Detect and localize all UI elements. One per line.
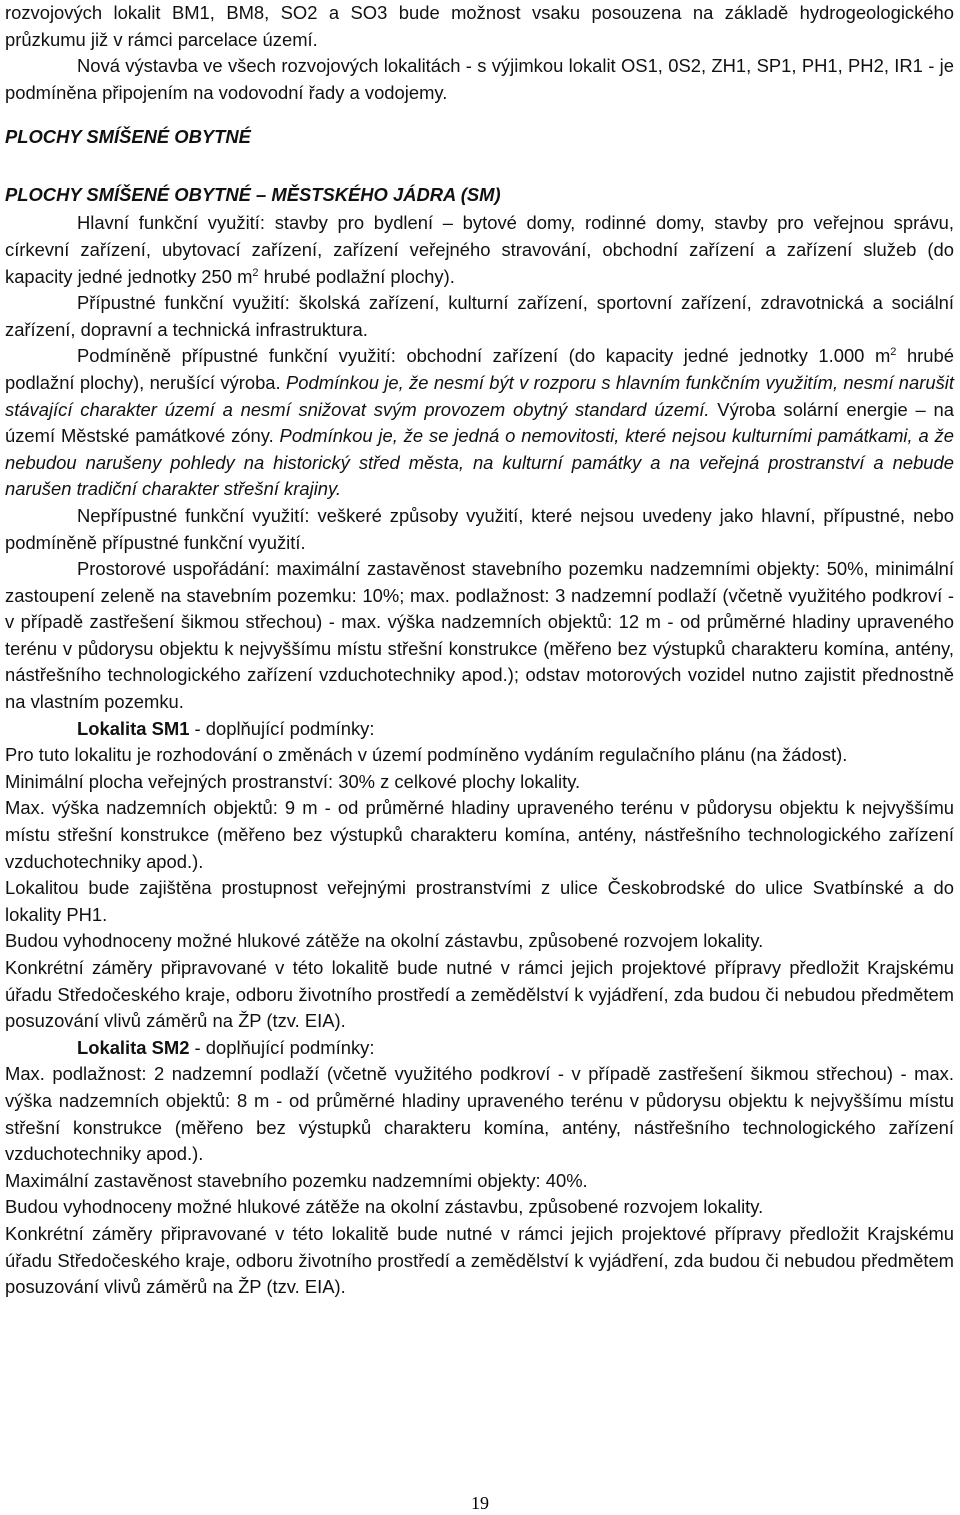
- sm2-label: Lokalita SM2: [77, 1036, 190, 1058]
- sm1-label-rest: - doplňující podmínky:: [189, 717, 375, 739]
- allowed-use-paragraph: Přípustné funkční využití: školská zařízení, kulturní zařízení, sportovní zařízení, zdravotnická a sociální zařízení, dopravní a technická infrastruktura.: [5, 292, 954, 340]
- sm2-line: Konkrétní záměry připravované v této lokalitě bude nutné v rámci jejich projektové přípravy předložit Krajskému úřadu Středočeského kraje, odboru životního prostředí a zemědělství k vyjádření, zda budou či nebudou předmětem posuzování vlivů záměrů na ŽP (tzv. EIA).: [5, 1222, 954, 1298]
- sm2-line: Maximální zastavěnost stavebního pozemku nadzemními objekty: 40%.: [5, 1169, 588, 1191]
- conditional-use-text: Podmíněně přípustné funkční využití: obchodní zařízení (do kapacity jedné jednotky 1.000 m: [77, 345, 891, 367]
- section-title: PLOCHY SMÍŠENÉ OBYTNÉ: [5, 126, 251, 148]
- page-number: 19: [471, 1493, 489, 1513]
- sm1-label: Lokalita SM1: [77, 717, 190, 739]
- conditional-use-condition-1: Podmínkou je, že nesmí být v rozporu s hlavním funkčním využitím, nesmí narušit stávající charakter území a nesmí snižovat svým provozem obytný standard území.: [5, 371, 954, 420]
- main-use-paragraph: [5, 210, 954, 290]
- superscript: 2: [252, 266, 259, 279]
- sm1-line: Konkrétní záměry připravované v této lokalitě bude nutné v rámci jejich projektové přípravy předložit Krajskému úřadu Středočeského kraje, odboru životního prostředí a zemědělství k vyjádření, zda budou či nebudou předmětem posuzování vlivů záměrů na ŽP (tzv. EIA).: [5, 957, 954, 1032]
- sm2-label-rest: - doplňující podmínky:: [189, 1036, 375, 1058]
- sm2-line: Max. podlažnost: 2 nadzemní podlaží (včetně využitého podkroví - v případě zastřešení šikmou střechou) - max. výška nadzemních objektů: 8 m - od průměrné hladiny upraveného terénu v půdorysu objektu k nejvyššímu místu střešní konstrukce (měřeno bez výstupků charakteru komína, antény, nástřešního technologického zařízení vzduchotechniky apod.).: [5, 1063, 954, 1165]
- sm1-line: Max. výška nadzemních objektů: 9 m - od průměrné hladiny upraveného terénu v půdorysu objektu k nejvyššímu místu střešní konstrukce (měřeno bez výstupků charakteru komína, antény, nástřešního technologického zařízení vzduchotechniky apod.).: [5, 797, 954, 872]
- subsection-title: PLOCHY SMÍŠENÉ OBYTNÉ – MĚSTSKÉHO JÁDRA (SM): [5, 184, 501, 206]
- sm1-heading: [5, 716, 954, 743]
- forbidden-use-paragraph: Nepřípustné funkční využití: veškeré způsoby využití, které nejsou uvedeny jako hlavní, přípustné, nebo podmíněně přípustné funkční využití.: [5, 504, 954, 553]
- conditional-use-paragraph: [5, 343, 954, 503]
- main-use-text: Hlavní funkční využití: stavby pro bydlení – bytové domy, rodinné domy, stavby pro veřejnou správu, církevní zařízení, ubytovací zařízení, zařízení veřejného stravování, obchodní zařízení a zařízení služeb (do kapacity jedné jednotky 250 m: [5, 212, 954, 287]
- sm1-line: Pro tuto lokalitu je rozhodování o změnách v území podmíněno vydáním regulačního plánu (na žádost).: [5, 744, 848, 766]
- main-use-text-end: hrubé podlažní plochy).: [258, 265, 455, 287]
- superscript: 2: [890, 346, 897, 359]
- sm2-line: Budou vyhodnoceny možné hlukové zátěže na okolní zástavbu, způsobené rozvojem lokality.: [5, 1196, 764, 1218]
- sm1-line: Lokalitou bude zajištěna prostupnost veřejnými prostranstvími z ulice Českobrodské do ulice Svatbínské a do lokality PH1.: [5, 877, 954, 925]
- sm1-line: Minimální plocha veřejných prostranství: 30% z celkové plochy lokality.: [5, 770, 581, 792]
- sm1-line: Budou vyhodnoceny možné hlukové zátěže na okolní zástavbu, způsobené rozvojem lokality.: [5, 930, 764, 952]
- conditional-use-condition-2: Podmínkou je, že se jedná o nemovitosti, které nejsou kulturními památkami, a že nebudou narušeny pohledy na historický střed města, na kulturní památky a na veřejná prostranství a nebude narušen tradiční charakter střešní krajiny.: [5, 425, 954, 500]
- conditional-use-solar: Výroba solární energie – na území Městské památkové zóny.: [5, 398, 954, 447]
- intro-paragraph-2: Nová výstavba ve všech rozvojových lokalitách - s výjimkou lokalit OS1, 0S2, ZH1, SP1, PH1, PH2, IR1 - je podmíněna připojením na vodovodní řady a vodojemy.: [5, 55, 954, 103]
- conditional-use-text-2: hrubé podlažní plochy), nerušící výroba.: [5, 345, 954, 393]
- intro-paragraph-1: rozvojových lokalit BM1, BM8, SO2 a SO3 bude možnost vsaku posouzena na základě hydrogeologického průzkumu již v rámci parcelace území.: [5, 2, 954, 50]
- sm2-heading: [5, 1035, 954, 1062]
- spatial-arrangement-paragraph: Prostorové uspořádání: maximální zastavěnost stavebního pozemku nadzemními objekty: 50%, minimální zastoupení zeleně na stavebním pozemku: 10%; max. podlažnost: 3 nadzemní podlaží (včetně využitého podkroví - v případě zastřešení šikmou střechou) - max. výška nadzemních objektů: 12 m - od průměrné hladiny upraveného terénu v půdorysu objektu k nejvyššímu místu střešní konstrukce (měřeno bez výstupků charakteru komína, antény, nástřešního technologického zařízení vzduchotechniky apod.); odstav motorových vozidel nutno zajistit přednostně na vlastním pozemku.: [5, 558, 954, 713]
